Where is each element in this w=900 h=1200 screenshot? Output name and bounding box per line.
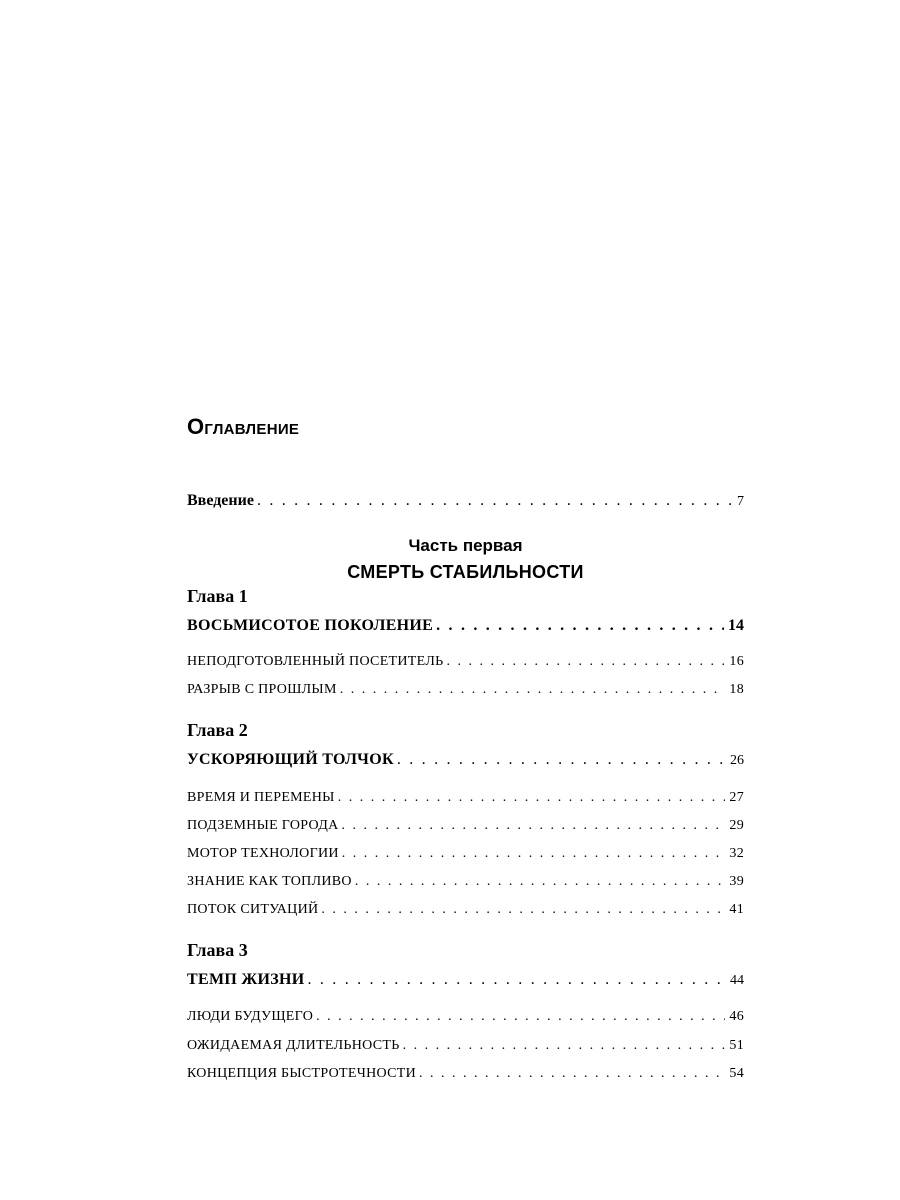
dot-leader [257,492,733,510]
toc-entry-page: 51 [729,1038,744,1053]
toc-entry-section[interactable] [187,1009,744,1025]
dot-leader [340,682,726,698]
toc-entry-page: 46 [729,1009,744,1024]
toc-entry-section[interactable] [187,874,744,890]
toc-entry-title: ЛЮДИ БУДУЩЕГО [187,1009,314,1024]
part-title: СМЕРТЬ СТАБИЛЬНОСТИ [347,562,584,582]
dot-leader [403,1038,726,1054]
toc-entry-page: 7 [737,494,744,509]
dot-leader [338,790,726,806]
chapter-label: Глава 3 [187,940,248,960]
toc-entry-title: Введение [187,492,254,509]
toc-entry-title: ОЖИДАЕМАЯ ДЛИТЕЛЬНОСТЬ [187,1038,400,1053]
toc-entry-section[interactable] [187,654,744,670]
toc-entry-section[interactable] [187,1038,744,1054]
toc-entry-section[interactable] [187,682,744,698]
toc-entry-title: РАЗРЫВ С ПРОШЛЫМ [187,682,337,697]
toc-entry-page: 27 [729,790,744,805]
toc-entry-title: ПОТОК СИТУАЦИЙ [187,902,319,917]
toc-entry-page: 39 [729,874,744,889]
toc-entry-page: 18 [729,682,744,697]
toc-entry-section[interactable] [187,818,744,834]
toc-entry-page: 14 [728,617,744,634]
toc-entry-page: 32 [729,846,744,861]
dot-leader [316,1009,725,1025]
dot-leader [397,751,726,769]
toc-entry-page: 54 [729,1066,744,1081]
dot-leader [419,1066,725,1082]
toc-entry-page: 16 [729,654,744,669]
toc-entry-page: 44 [730,973,744,988]
toc-entry-title: МОТОР ТЕХНОЛОГИИ [187,846,339,861]
toc-entry-section[interactable] [187,790,744,806]
toc-entry-title: ЗНАНИЕ КАК ТОПЛИВО [187,874,352,889]
dot-leader [308,971,727,989]
part-label: Часть первая [408,536,523,555]
dot-leader [342,846,726,862]
toc-entry-section[interactable] [187,902,744,918]
toc-entry-page: 26 [730,753,744,768]
toc-entry-section[interactable] [187,846,744,862]
toc-entry-title: НЕПОДГОТОВЛЕННЫЙ ПОСЕТИТЕЛЬ [187,654,444,669]
dot-leader [342,818,726,834]
toc-entry-chapter[interactable] [187,971,744,989]
toc-entry-page: 41 [729,902,744,917]
toc-entry-title: ВРЕМЯ И ПЕРЕМЕНЫ [187,790,335,805]
toc-entry-intro[interactable] [187,492,744,510]
toc-entry-title: ВОСЬМИСОТОЕ ПОКОЛЕНИЕ [187,617,434,634]
dot-leader [446,654,725,670]
chapter-label: Глава 2 [187,720,248,740]
dot-leader [436,617,724,635]
toc-entry-title: КОНЦЕПЦИЯ БЫСТРОТЕЧНОСТИ [187,1066,417,1081]
dot-leader [321,902,725,918]
toc-entry-title: УСКОРЯЮЩИЙ ТОЛЧОК [187,751,394,768]
dot-leader [355,874,726,890]
toc-entry-chapter[interactable] [187,751,744,769]
toc-title: Оглавление [187,414,300,439]
toc-entry-section[interactable] [187,1066,744,1082]
toc-entry-title: ПОДЗЕМНЫЕ ГОРОДА [187,818,339,833]
toc-entry-chapter[interactable] [187,617,744,635]
chapter-label: Глава 1 [187,586,248,606]
toc-entry-page: 29 [729,818,744,833]
toc-entry-title: ТЕМП ЖИЗНИ [187,971,305,988]
